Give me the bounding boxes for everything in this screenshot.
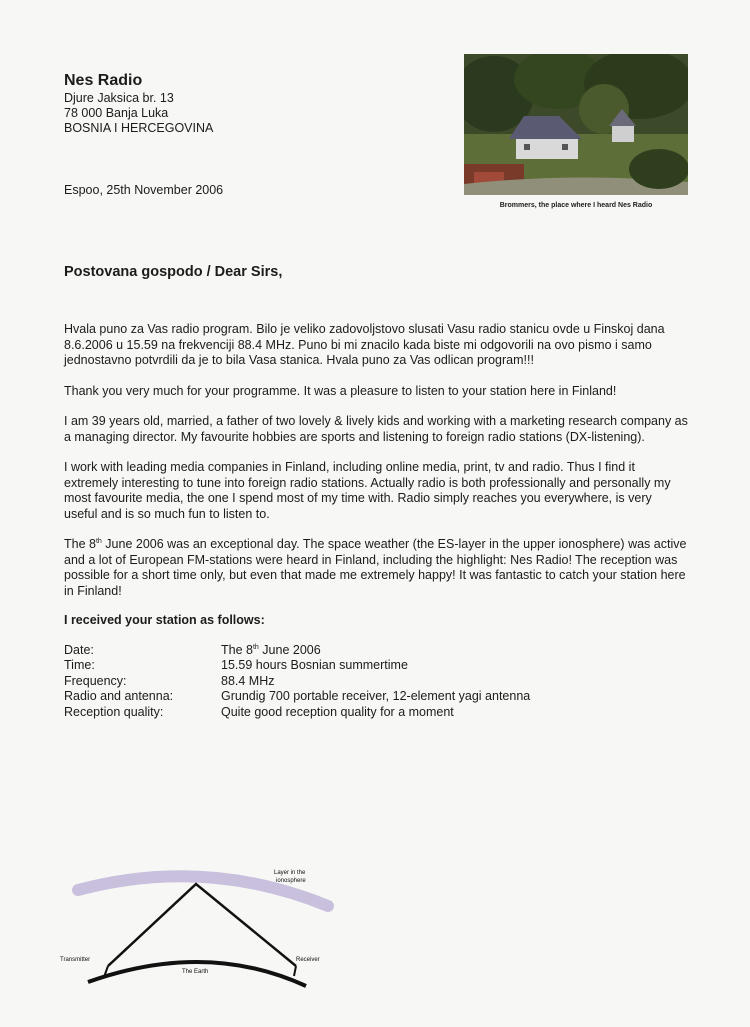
- propagation-diagram: [56, 862, 346, 997]
- paragraph-reception: [64, 537, 688, 599]
- detail-row: [64, 643, 530, 659]
- transmitter-label: Transmitter: [60, 957, 91, 963]
- salutation: Postovana gospodo / Dear Sirs,: [64, 264, 283, 280]
- earth-label: The Earth: [182, 969, 209, 975]
- paragraph-bosnian: Hvala puno za Vas radio program. Bilo je veliko zadovoljstovo slusati Vasu radio stanicu ovde u Finskoj dana 8.6.2006 u 15.59 na frekvenciji 88.4 MHz. Puno bi mi znacilo kada biste mi odgovorili na ovo pismo i samo jednostavno potvrdili da je to bila Vasa stanica. Hvala puno za Vas odlican program!!!: [64, 322, 665, 367]
- detail-value: Grundig 700 portable receiver, 12-element yagi antenna: [221, 689, 531, 703]
- detail-label: Radio and antenna:: [64, 689, 174, 703]
- text-span: June 2006: [258, 642, 321, 657]
- detail-value: 15.59 hours Bosnian summertime: [221, 658, 408, 672]
- detail-label: Time:: [64, 658, 95, 672]
- signal-path: [108, 884, 296, 966]
- text-span: June 2006 was an exceptional day. The space weather (the ES-layer in the upper ionosphere) was active and a lot of European FM-stations were heard in Finland, including the highlight: Nes Radio! The reception was possible for a short time only, but even that made me extremely happy! It was fantastic to catch your station here in Finland!: [64, 537, 687, 598]
- ordinal-suffix: th: [252, 643, 259, 651]
- reception-details: [64, 643, 530, 721]
- detail-label: Date:: [64, 642, 94, 657]
- detail-row: [64, 674, 530, 690]
- received-heading: I received your station as follows:: [64, 613, 265, 627]
- detail-label: Frequency:: [64, 673, 127, 688]
- ordinal-suffix: th: [95, 537, 102, 545]
- receiver-antenna: [294, 966, 296, 976]
- address-line: BOSNIA I HERCEGOVINA: [64, 121, 214, 135]
- address-line: Djure Jaksica br. 13: [64, 91, 174, 105]
- letter-body: [64, 322, 688, 720]
- detail-label: Reception quality:: [64, 704, 164, 719]
- house-photo: [464, 54, 688, 195]
- detail-row: [64, 689, 530, 705]
- detail-value: [221, 643, 530, 659]
- sender-name: Nes Radio: [64, 72, 143, 89]
- photo-caption: Brommers, the place where I heard Nes Radio: [499, 202, 653, 209]
- detail-row: [64, 658, 530, 674]
- paragraph-thanks: Thank you very much for your programme. It was a pleasure to listen to your station here in Finland!: [64, 383, 617, 398]
- address-line: 78 000 Banja Luka: [64, 106, 169, 120]
- detail-value: Quite good reception quality for a moment: [221, 704, 454, 719]
- photo-block: [464, 54, 688, 209]
- text-span: The 8: [221, 642, 253, 657]
- layer-label: Layer in the: [274, 870, 306, 876]
- sender-address: [64, 70, 213, 136]
- detail-row: [64, 705, 530, 721]
- paragraph-about: I am 39 years old, married, a father of two lovely & lively kids and working with a marketing research company as a managing director. My favourite hobbies are sports and listening to foreign radio stations (DX-listening).: [64, 414, 688, 444]
- letter-date: Espoo, 25th November 2006: [64, 183, 224, 197]
- text-span: The 8: [64, 537, 96, 551]
- receiver-label: Receiver: [296, 957, 320, 963]
- detail-value: 88.4 MHz: [221, 673, 275, 688]
- layer-label: ionosphere: [276, 878, 306, 884]
- paragraph-media: I work with leading media companies in Finland, including online media, print, tv and radio. Thus I find it extremely interesting to tune into foreign radio stations. Actually radio is both professionally and personally my most favourite media, the one I spend most of my time with. Radio simply reaches you everywhere, is very useful and is so much fun to listen to.: [64, 460, 671, 521]
